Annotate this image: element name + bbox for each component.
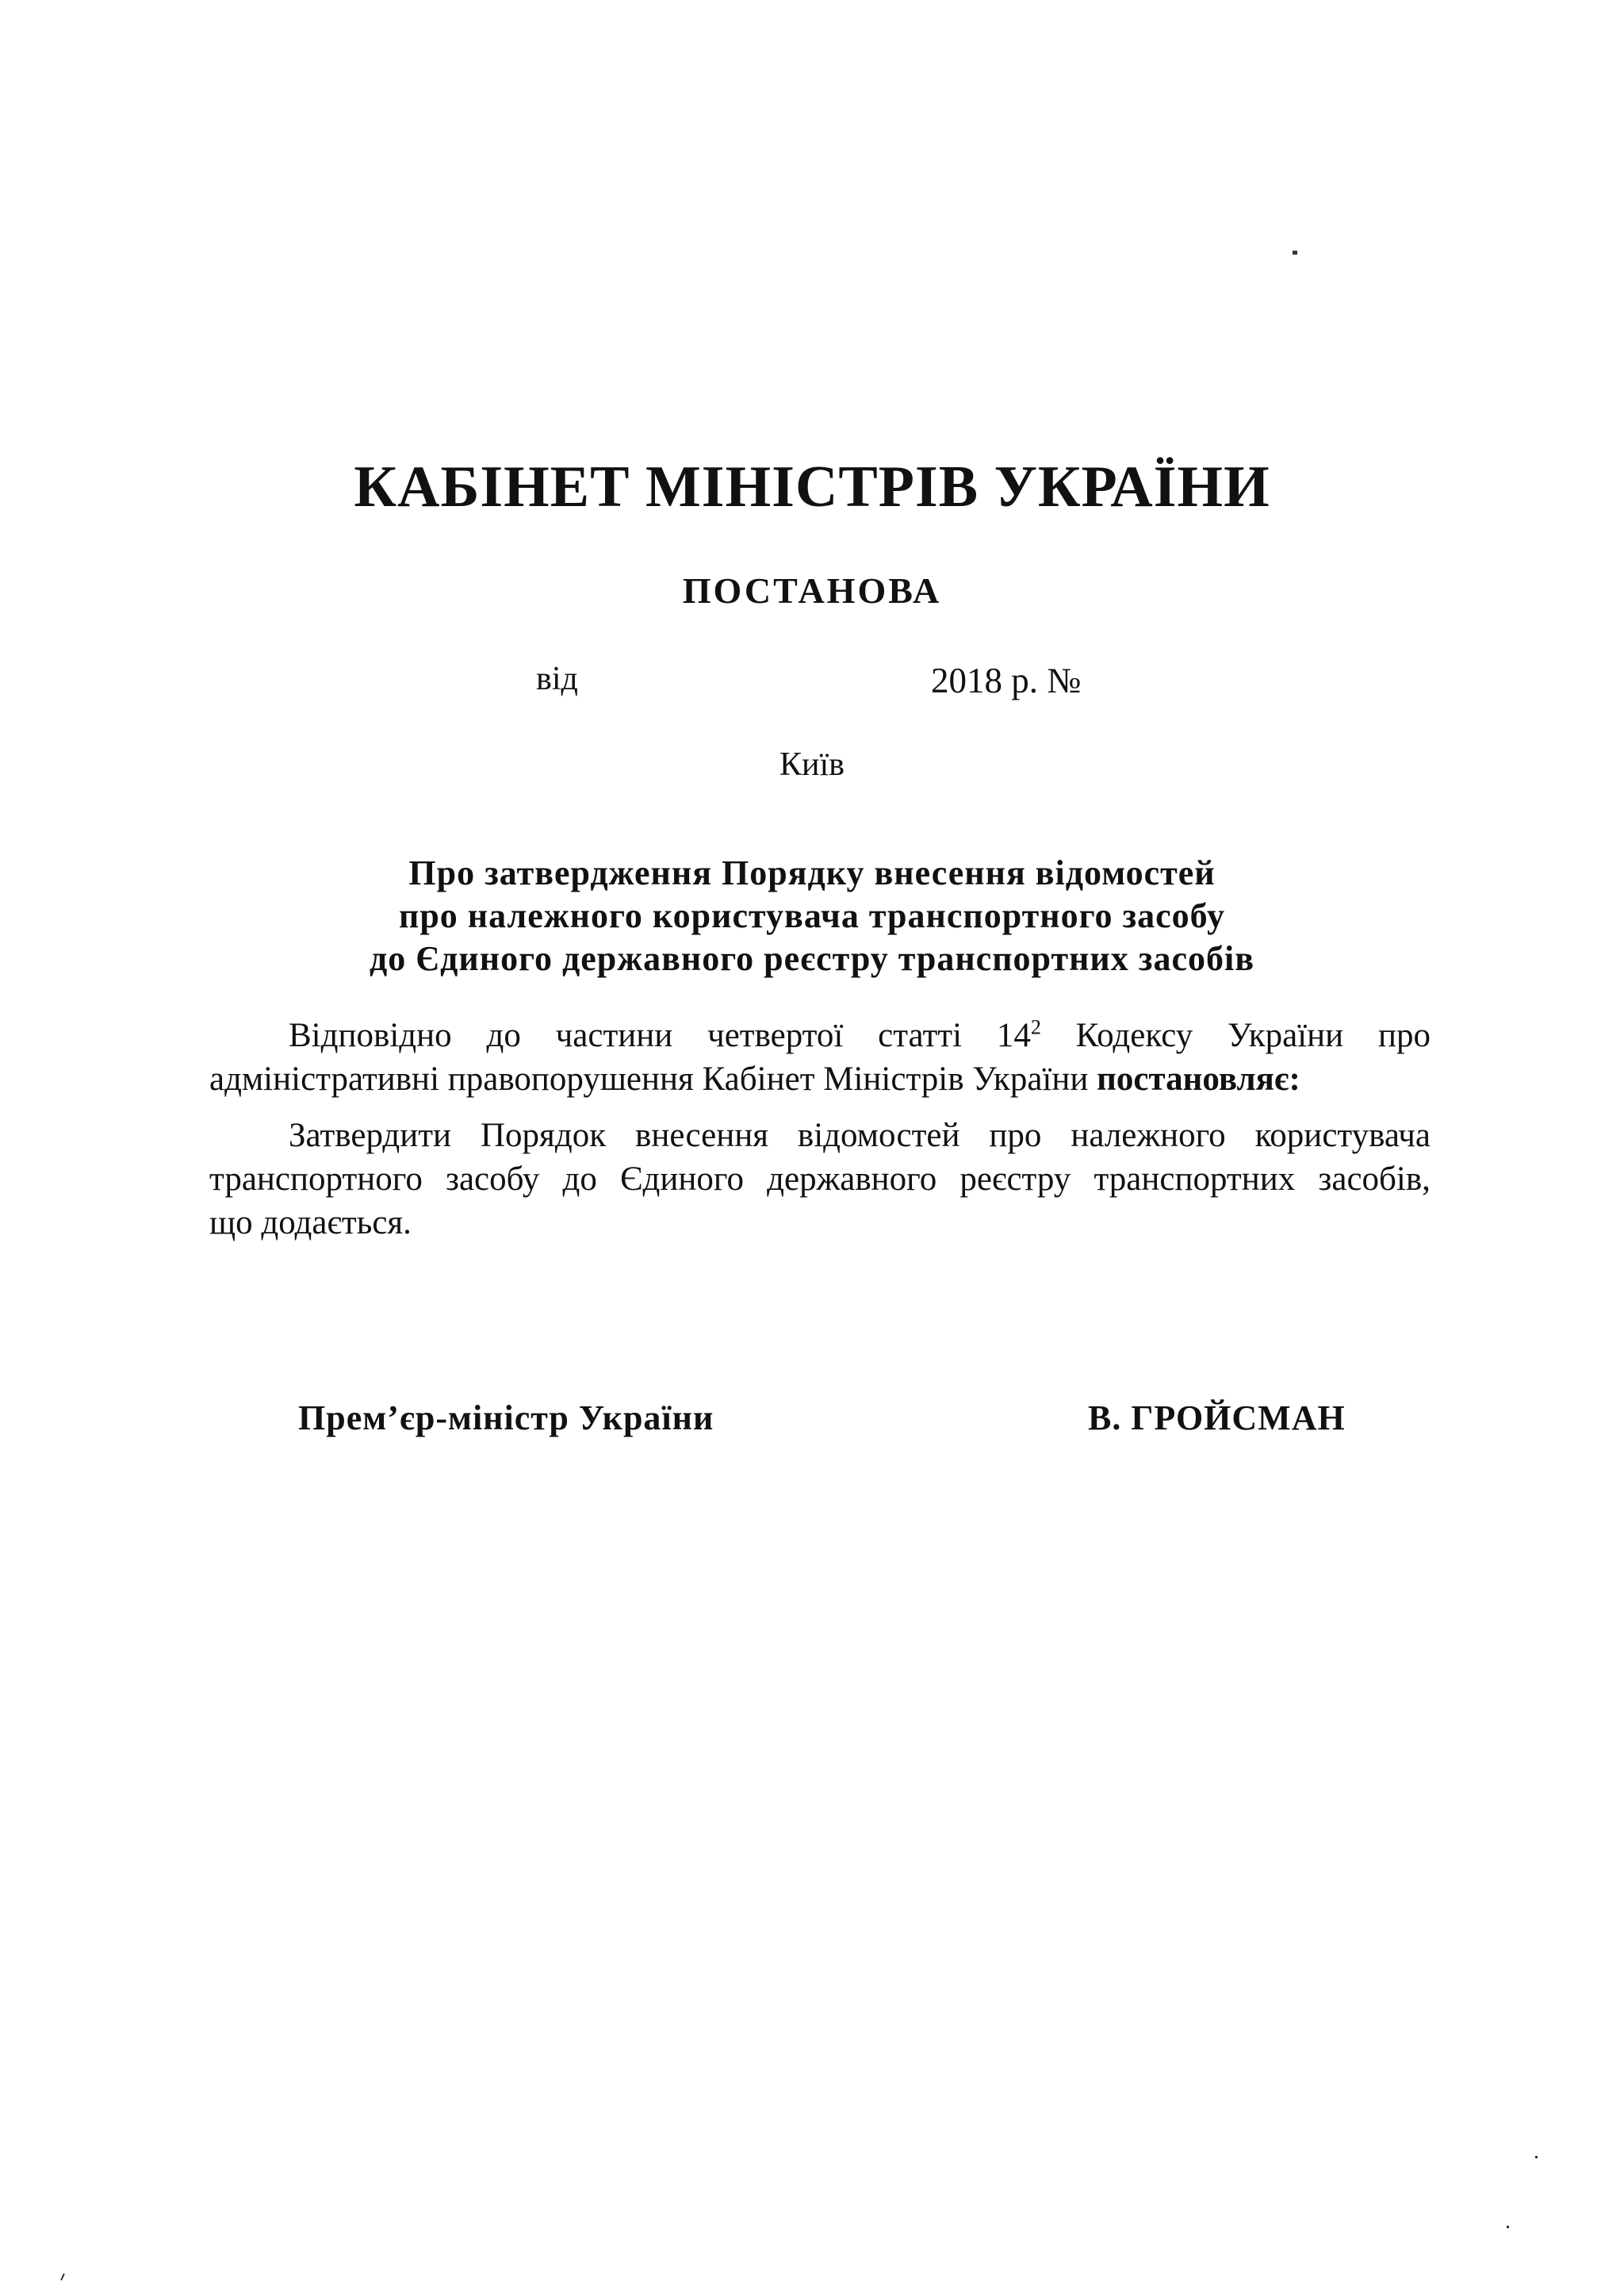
scan-speck: [60, 2273, 65, 2280]
city: Київ: [779, 746, 845, 783]
word: України: [1228, 1017, 1344, 1054]
word: Затвердити: [289, 1117, 452, 1154]
scan-speck: [1507, 2226, 1509, 2228]
subject-line: до Єдиного державного реєстру транспортних засобів: [370, 939, 1254, 978]
word: засобу: [445, 1160, 540, 1198]
word: статті: [878, 1017, 963, 1054]
article-superscript: 2: [1030, 1015, 1041, 1039]
word: належного: [1071, 1117, 1226, 1154]
word: про: [989, 1117, 1042, 1154]
word: відомостей: [797, 1117, 960, 1154]
word: внесення: [635, 1117, 768, 1154]
date-prefix: від: [536, 661, 578, 697]
decree-word: постановляє:: [1097, 1061, 1300, 1098]
paragraph-line: [209, 1014, 1431, 1057]
preamble-paragraph: [209, 1014, 1431, 1101]
word: транспортних: [1094, 1160, 1296, 1198]
signatory-title: Прем’єр-міністр України: [298, 1398, 714, 1437]
paragraph-line: що додається.: [209, 1204, 412, 1241]
word: про: [1377, 1017, 1431, 1054]
date-year-number: 2018 р. №: [931, 661, 1082, 700]
word: Відповідно: [289, 1017, 452, 1054]
scan-speck: [1293, 251, 1297, 255]
word: засобів,: [1318, 1160, 1431, 1198]
word: реєстру: [959, 1160, 1071, 1198]
subject-line: про належного користувача транспортного засобу: [398, 896, 1225, 935]
preamble-text: адміністративні правопорушення Кабінет Міністрів України: [209, 1061, 1089, 1098]
word: транспортного: [209, 1160, 423, 1198]
paragraph-line: [209, 1114, 1431, 1157]
word: користувача: [1254, 1117, 1431, 1154]
signatory-name: В. ГРОЙСМАН: [1088, 1398, 1346, 1437]
document-subject: [0, 852, 1624, 980]
article-number: $14^2$: [996, 1015, 1041, 1054]
paragraph-line: [209, 1157, 1431, 1201]
subject-line: Про затвердження Порядку внесення відомостей: [408, 853, 1216, 892]
word: Єдиного: [620, 1160, 744, 1198]
paragraph-line: [209, 1057, 1431, 1101]
document-type: ПОСТАНОВА: [682, 570, 942, 611]
word: до: [486, 1017, 521, 1054]
word: Кодексу: [1075, 1017, 1193, 1054]
resolution-paragraph: [209, 1114, 1431, 1245]
organization-title: КАБІНЕТ МІНІСТРІВ УКРАЇНИ: [354, 455, 1270, 520]
word: державного: [767, 1160, 937, 1198]
word: Порядок: [481, 1117, 607, 1154]
word: до: [562, 1160, 597, 1198]
word: четвертої: [707, 1017, 844, 1054]
scan-speck: [1535, 2156, 1538, 2158]
word: частини: [555, 1017, 673, 1054]
